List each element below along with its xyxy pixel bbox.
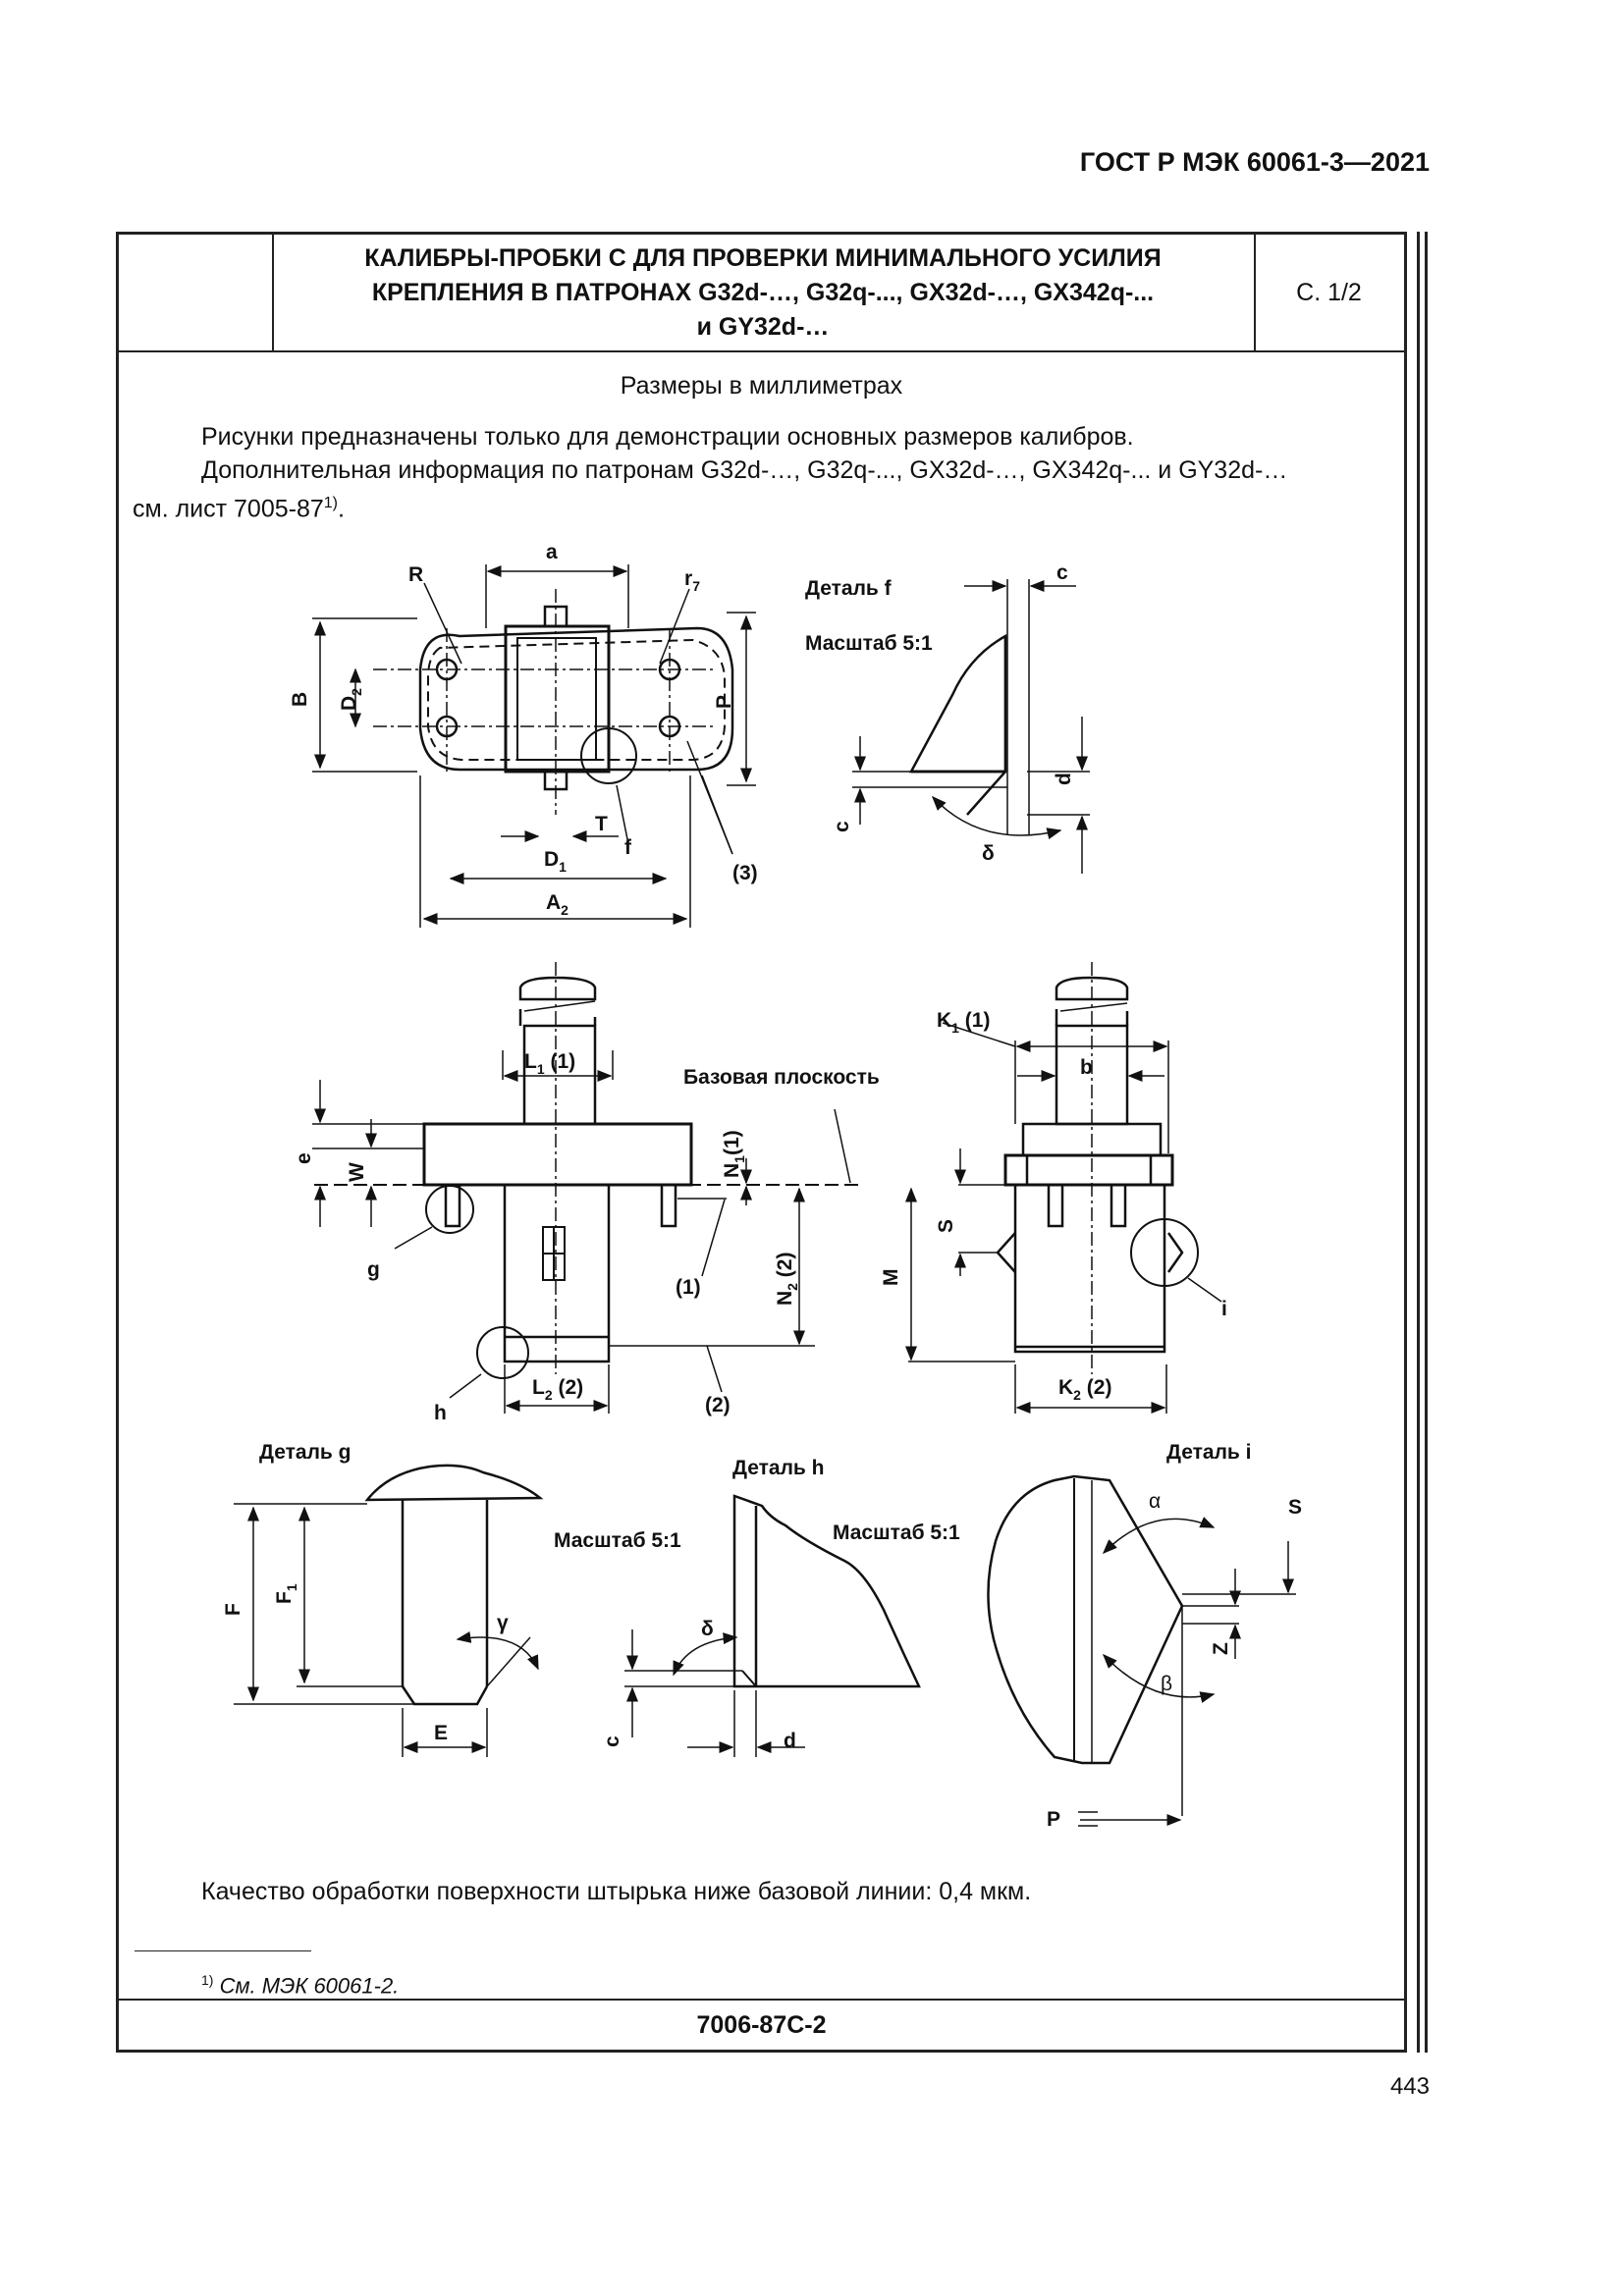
- top-view-labels: [289, 541, 758, 918]
- sheet-title-line-2: КРЕПЛЕНИЯ В ПАТРОНАХ G32d-…, G32q-..., GX32d-…, GX342q-...: [371, 278, 1155, 306]
- dim-T-label: T: [595, 813, 608, 835]
- dim-P-label: P: [713, 694, 735, 709]
- detail-h-dim-c: c: [601, 1735, 623, 1747]
- top-view-drawing: [312, 564, 756, 928]
- detail-i-angle-beta: β: [1161, 1673, 1173, 1695]
- dim-M-label: M: [880, 1268, 902, 1286]
- units-note: Размеры в миллиметрах: [620, 372, 903, 400]
- dim-A2-label: $A_2$: [546, 891, 568, 918]
- detail-i-title: Деталь i: [1166, 1441, 1252, 1464]
- note-2-label: (2): [705, 1394, 731, 1416]
- dim-K1-label: $K_1$ (1): [937, 1009, 991, 1036]
- page-number: 443: [1389, 2073, 1430, 2100]
- dim-E-label: E: [434, 1722, 449, 1744]
- standard-designation: ГОСТ Р МЭК 60061-3—2021: [1079, 147, 1430, 177]
- dim-B-label: B: [289, 691, 311, 707]
- dim-S-label: S: [935, 1218, 957, 1233]
- sheet-code: 7006-87C-2: [119, 1999, 1404, 2050]
- detail-f-title: Деталь f: [805, 577, 892, 600]
- dim-L1-label: $L_1$ (1): [524, 1050, 576, 1077]
- footnote-text: См. МЭК 60061-2.: [219, 1973, 400, 1999]
- dim-F1-label: $F_1$: [273, 1583, 299, 1604]
- dim-e-label: e: [293, 1152, 315, 1164]
- dim-N2-label: $N_2$ (2): [774, 1252, 800, 1306]
- intro-end: .: [338, 495, 345, 523]
- detail-g-drawing: [234, 1466, 540, 1757]
- detail-g-callout: g: [367, 1258, 380, 1281]
- detail-g-angle-gamma: γ: [497, 1612, 509, 1634]
- detail-g-title: Деталь g: [259, 1441, 352, 1464]
- dim-a-label: a: [546, 541, 558, 563]
- detail-i-dim-Z: Z: [1210, 1642, 1232, 1655]
- footnote-ref: 1): [323, 495, 339, 511]
- sheet-number: С. 1/2: [1296, 278, 1362, 306]
- detail-f-labels: [805, 561, 1075, 865]
- intro-paragraph-2: Дополнительная информация по патронам G32d-…, G32q-..., GX32d-…, GX342q-... и GY32d-…: [201, 456, 1288, 484]
- note-3-label: (3): [732, 862, 758, 884]
- sheet-title-line-1: КАЛИБРЫ-ПРОБКИ С ДЛЯ ПРОВЕРКИ МИНИМАЛЬНОГО УСИЛИЯ: [364, 243, 1162, 272]
- base-plane-label: Базовая плоскость: [683, 1066, 880, 1089]
- detail-i-callout: i: [1221, 1298, 1227, 1320]
- dim-r7-label: $r_7$: [684, 567, 700, 594]
- detail-i-dim-S: S: [1288, 1496, 1303, 1519]
- detail-i-drawing: [988, 1476, 1296, 1826]
- detail-i-angle-alpha: α: [1149, 1490, 1162, 1513]
- intro-sheet-ref: см. лист 7005-87: [133, 495, 324, 523]
- surface-quality-note: Качество обработки поверхности штырька ниже базовой линии: 0,4 мкм.: [201, 1878, 1032, 1905]
- note-1-label: (1): [676, 1276, 701, 1299]
- detail-i-dim-P: P: [1047, 1808, 1061, 1831]
- dim-L2-label: $L_2$ (2): [532, 1376, 584, 1403]
- side-view-drawing: [312, 962, 864, 1414]
- dim-D1-label: $D_1$: [544, 848, 567, 875]
- dim-D2-label: $D_2$: [338, 688, 364, 711]
- front-view-labels: [880, 1009, 1227, 1403]
- dim-K2-label: $K_2$ (2): [1058, 1376, 1112, 1403]
- detail-i-labels: [1047, 1441, 1302, 1831]
- detail-h-scale-left: Масштаб 5:1: [554, 1529, 681, 1552]
- dim-b-label: b: [1080, 1056, 1093, 1079]
- detail-g-labels: [222, 1441, 509, 1744]
- detail-h-callout: h: [434, 1402, 447, 1424]
- detail-h-angle-delta: δ: [701, 1618, 714, 1640]
- detail-f-scale: Масштаб 5:1: [805, 632, 933, 655]
- dim-R-label: R: [408, 563, 424, 586]
- side-view-labels: [293, 1050, 880, 1424]
- dim-N1-label: $N_1(1)$: [721, 1130, 747, 1178]
- detail-f-callout: f: [624, 836, 631, 859]
- detail-h-scale-right: Масштаб 5:1: [833, 1522, 960, 1544]
- detail-f-dim-d: d: [1053, 773, 1075, 785]
- intro-paragraph-1: Рисунки предназначены только для демонстрации основных размеров калибров.: [201, 423, 1134, 451]
- detail-f-drawing: [852, 579, 1090, 874]
- sheet-title-line-3: и GY32d-…: [696, 312, 830, 341]
- detail-h-dim-d: d: [784, 1730, 796, 1752]
- detail-f-angle-delta: δ: [982, 842, 995, 865]
- dim-W-label: W: [346, 1162, 368, 1182]
- detail-f-dim-c-side: c: [831, 821, 853, 832]
- footnote-mark: 1): [201, 1972, 214, 1988]
- detail-h-title: Деталь h: [732, 1457, 825, 1479]
- dim-F-label: F: [222, 1603, 244, 1616]
- detail-f-dim-c-top: c: [1056, 561, 1068, 584]
